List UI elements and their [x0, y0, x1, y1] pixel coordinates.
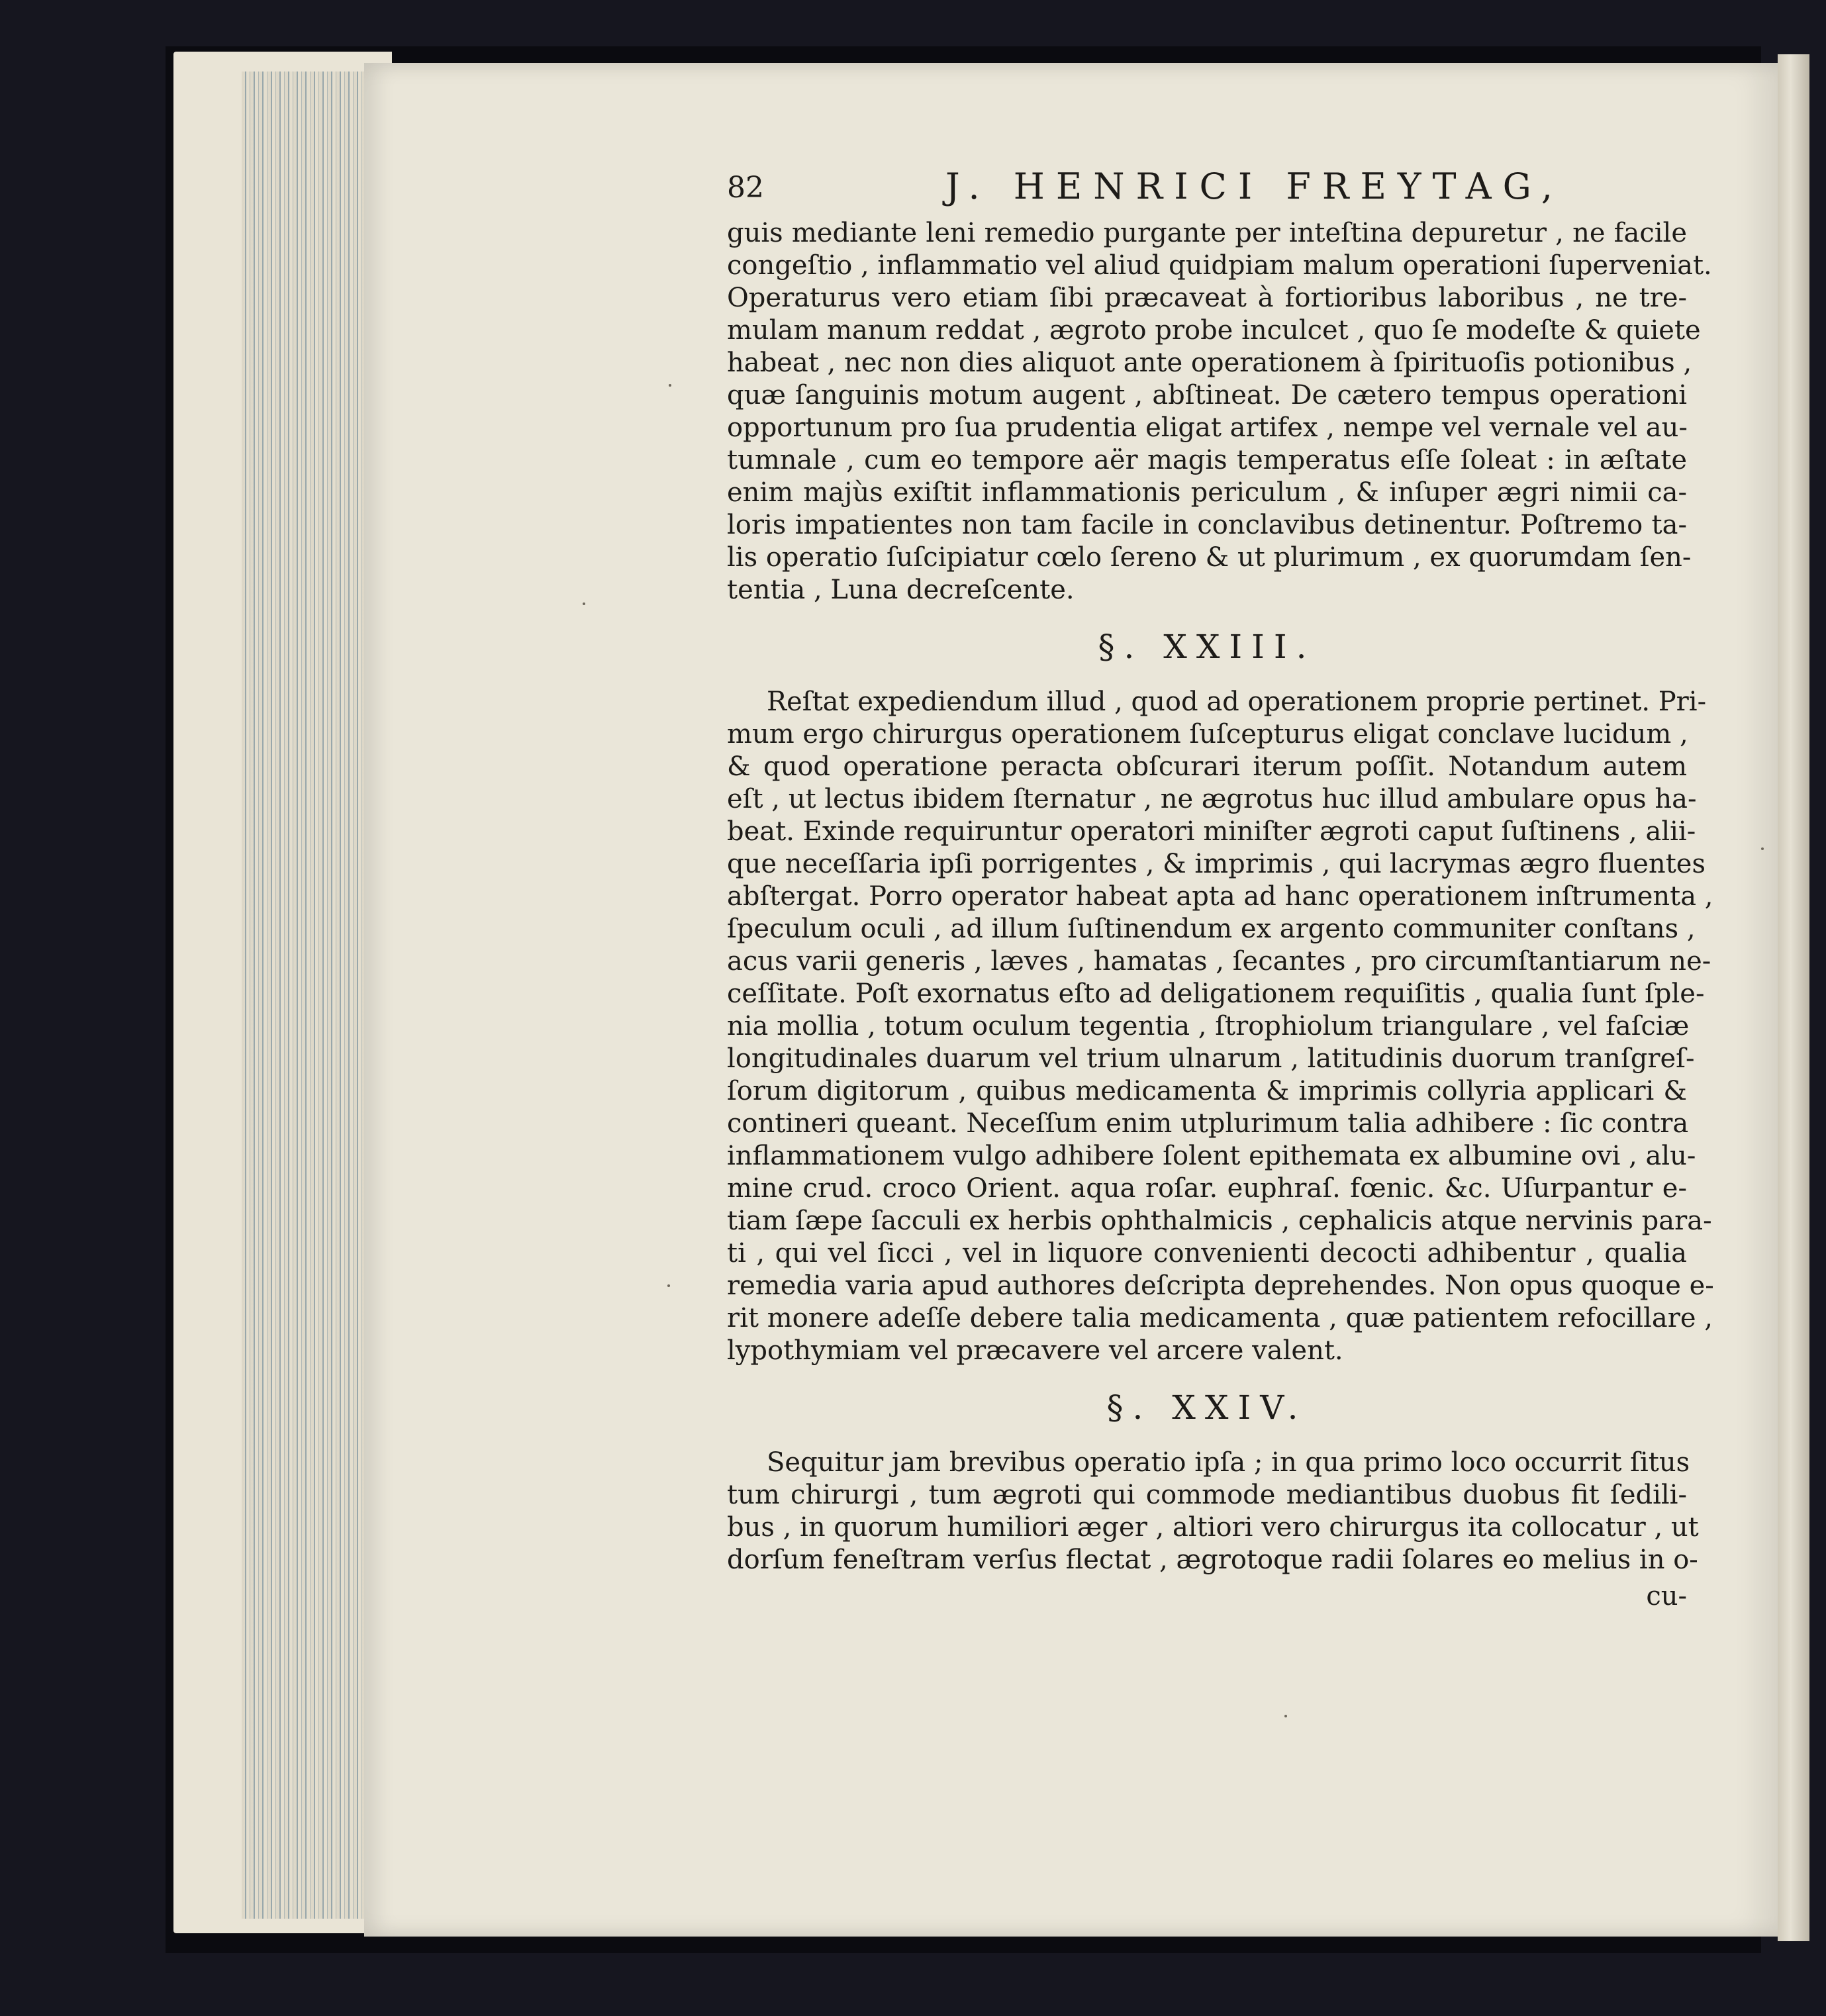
text-line: ti , qui vel ſicci , vel in liquore convenienti decocti adhibentur , qualia	[727, 1238, 1687, 1269]
text-line: guis mediante leni remedio purgante per inteſtina depuretur , ne facile	[727, 218, 1687, 248]
text-line: rit monere adeſſe debere talia medicamenta , quæ patientem refocillare ,	[727, 1303, 1713, 1333]
section-heading-xxiv: §. XXIV.	[1106, 1388, 1308, 1427]
text-line: quæ ſanguinis motum augent , abſtineat. De cætero tempus operationi	[727, 380, 1687, 410]
catchword: cu-	[1646, 1581, 1687, 1611]
text-line: lypothymiam vel præcavere vel arcere valent.	[727, 1335, 1343, 1366]
text-line: loris impatientes non tam facile in conclavibus detinentur. Poſtremo ta-	[727, 510, 1687, 540]
text-line: Operaturus vero etiam ſibi præcaveat à fortioribus laboribus , ne tre-	[727, 283, 1687, 313]
running-head	[727, 158, 1687, 217]
text-line: longitudinales duarum vel trium ulnarum , latitudinis duorum tranſgreſ-	[727, 1043, 1695, 1074]
text-line: habeat , nec non dies aliquot ante operationem à ſpirituoſis potionibus ,	[727, 348, 1692, 378]
text-line: congeſtio , inflammatio vel aliud quidpiam malum operationi ſuperveniat.	[727, 250, 1712, 281]
intro-paragraph	[727, 217, 1712, 606]
facing-page-edge	[1778, 54, 1809, 1941]
text-line: opportunum pro ſua prudentia eligat artifex , nempe vel vernale vel au-	[727, 412, 1688, 443]
text-line: mulam manum reddat , ægroto probe inculcet , quo ſe modeſte & quiete	[727, 315, 1701, 346]
text-block	[727, 158, 1714, 1616]
section-xxiii-paragraph	[727, 686, 1714, 1367]
running-title: J. HENRICI FREYTAG,	[945, 166, 1564, 207]
text-line: dorſum feneſtram verſus flectat , ægrotoque radii ſolares eo melius in o-	[727, 1545, 1698, 1575]
text-line: tiam ſæpe ſacculi ex herbis ophthalmicis , cephalicis atque nervinis para-	[727, 1206, 1712, 1236]
text-line: tentia , Luna decreſcente.	[727, 575, 1075, 605]
text-line: tumnale , cum eo tempore aër magis temperatus eſſe ſoleat : in æſtate	[727, 445, 1687, 475]
text-line: ceſſitate. Poſt exornatus eſto ad deligationem requiſitis , qualia ſunt ſple-	[727, 979, 1705, 1009]
text-line: beat. Exinde requiruntur operatori miniſter ægroti caput ſuſtinens , alii-	[727, 816, 1696, 847]
text-line: eſt , ut lectus ibidem ſternatur , ne ægrotus huc illud ambulare opus ha-	[727, 784, 1697, 814]
section-heading-xxiii: §. XXIII.	[1098, 628, 1316, 666]
text-line: contineri queant. Neceſſum enim utplurimum talia adhibere : ſic contra	[727, 1108, 1689, 1139]
page-number: 82	[727, 171, 764, 205]
text-line: abſtergat. Porro operator habeat apta ad hanc operationem inſtrumenta ,	[727, 881, 1713, 912]
text-line: ſpeculum oculi , ad illum ſuſtinendum ex argento communiter conſtans ,	[727, 914, 1696, 944]
text-line: Reſtat expediendum illud , quod ad operationem proprie pertinet. Pri-	[767, 687, 1707, 717]
text-line: nia mollia , totum oculum tegentia , ſtrophiolum triangulare , vel faſciæ	[727, 1011, 1690, 1041]
fore-edge-stack	[242, 72, 371, 1919]
text-line: tum chirurgi , tum ægroti qui commode mediantibus duobus fit ſedili-	[727, 1480, 1687, 1510]
text-line: enim majùs exiſtit inflammationis periculum , & inſuper ægri nimii ca-	[727, 477, 1687, 508]
section-xxiv-paragraph	[727, 1447, 1699, 1576]
text-line: mum ergo chirurgus operationem ſuſcepturus eligat conclave lucidum ,	[727, 719, 1688, 749]
text-line: que neceſſaria ipſi porrigentes , & imprimis , qui lacrymas ægro fluentes	[727, 849, 1706, 879]
text-line: acus varii generis , læves , hamatas , ſecantes , pro circumſtantiarum ne-	[727, 946, 1711, 977]
text-line: mine crud. croco Orient. aqua roſar. euphraſ. fœnic. &c. Uſurpantur e-	[727, 1173, 1687, 1204]
text-line: bus , in quorum humiliori æger , altiori vero chirurgus ita collocatur , ut	[727, 1512, 1699, 1543]
text-line: & quod operatione peracta obſcurari iterum poſſit. Notandum autem	[727, 751, 1687, 782]
text-line: remedia varia apud authores deſcripta deprehendes. Non opus quoque e-	[727, 1271, 1714, 1301]
text-line: Sequitur jam brevibus operatio ipſa ; in qua primo loco occurrit ſitus	[767, 1447, 1690, 1478]
text-line: lis operatio ſuſcipiatur cœlo ſereno & ut plurimum , ex quorumdam ſen-	[727, 542, 1692, 573]
text-line: ſorum digitorum , quibus medicamenta & imprimis collyria applicari &	[727, 1076, 1687, 1106]
text-line: inflammationem vulgo adhibere ſolent epithemata ex albumine ovi , alu-	[727, 1141, 1696, 1171]
